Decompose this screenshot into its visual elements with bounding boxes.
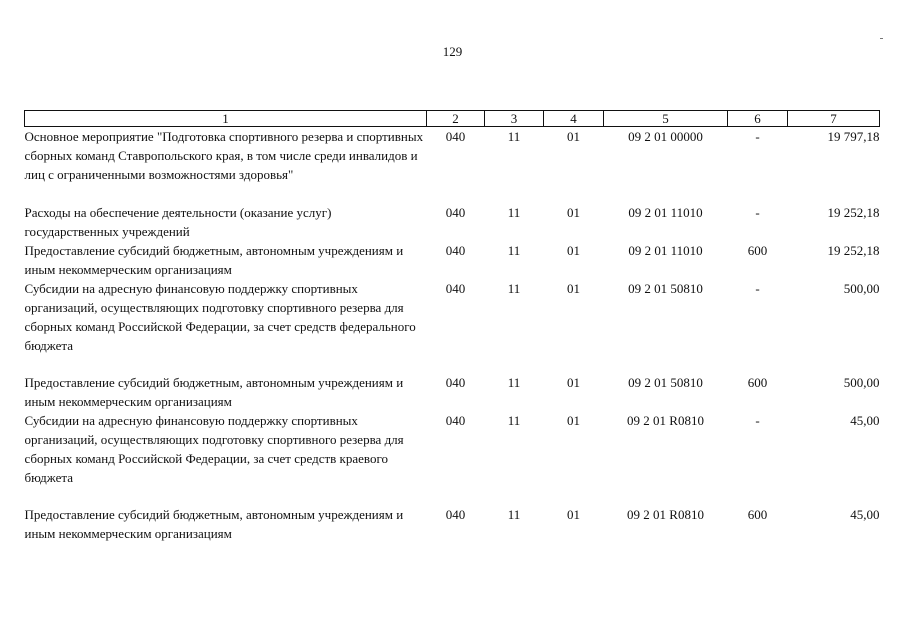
header-col-1: 1 bbox=[25, 111, 427, 127]
header-col-3: 3 bbox=[485, 111, 544, 127]
row-expense-type: - bbox=[755, 129, 760, 144]
row-amount: 19 252,18 bbox=[827, 242, 880, 258]
row-ministry-code: 040 bbox=[445, 204, 466, 220]
row-section-code: 11 bbox=[507, 412, 521, 428]
header-row bbox=[25, 111, 880, 127]
row-ministry-code: 040 bbox=[445, 412, 466, 428]
header-col-2: 2 bbox=[427, 111, 485, 127]
row-target-code: 09 2 01 11010 bbox=[628, 242, 703, 258]
row-ministry-code: 040 bbox=[445, 506, 466, 522]
row-section-code: 11 bbox=[507, 506, 521, 522]
row-expense-type: - bbox=[755, 280, 760, 296]
header-col-7: 7 bbox=[788, 111, 880, 127]
row-section-code: 11 bbox=[507, 374, 521, 390]
row-name: Предоставление субсидий бюджетным, автономным учреждениям и иным некоммерческим организациям bbox=[24, 374, 404, 409]
row-subsection-code: 01 bbox=[567, 204, 580, 220]
page-number: 129 bbox=[442, 44, 463, 59]
row-target-code: 09 2 01 50810 bbox=[628, 280, 703, 296]
row-subsection-code: 01 bbox=[567, 129, 580, 144]
row-subsection-code: 01 bbox=[567, 374, 580, 390]
row-amount: 19 797,18 bbox=[827, 129, 880, 144]
row-name: Предоставление субсидий бюджетным, автономным учреждениям и иным некоммерческим организациям bbox=[24, 242, 404, 277]
scan-artifact bbox=[880, 38, 883, 39]
row-ministry-code: 040 bbox=[445, 374, 466, 390]
table-row bbox=[25, 411, 880, 505]
row-target-code: 09 2 01 00000 bbox=[628, 129, 703, 144]
row-name: Расходы на обеспечение деятельности (оказание услуг) государственных учреждений bbox=[24, 204, 332, 239]
table-row bbox=[25, 241, 880, 279]
row-target-code: 09 2 01 R0810 bbox=[627, 506, 704, 522]
row-target-code: 09 2 01 11010 bbox=[628, 204, 703, 220]
header-col-6: 6 bbox=[728, 111, 788, 127]
row-target-code: 09 2 01 R0810 bbox=[627, 412, 704, 428]
header-col-4: 4 bbox=[544, 111, 604, 127]
row-ministry-code: 040 bbox=[445, 242, 466, 258]
row-name: Предоставление субсидий бюджетным, автономным учреждениям и иным некоммерческим организациям bbox=[24, 506, 404, 541]
table-body bbox=[25, 127, 880, 543]
row-subsection-code: 01 bbox=[567, 242, 580, 258]
table-row bbox=[25, 279, 880, 373]
row-section-code: 11 bbox=[507, 204, 521, 220]
row-expense-type: 600 bbox=[747, 242, 768, 258]
row-section-code: 11 bbox=[507, 129, 521, 144]
row-subsection-code: 01 bbox=[567, 412, 580, 428]
row-subsection-code: 01 bbox=[567, 506, 580, 522]
row-expense-type: - bbox=[755, 204, 760, 220]
budget-table bbox=[24, 110, 880, 543]
row-section-code: 11 bbox=[507, 280, 521, 296]
row-amount: 500,00 bbox=[843, 280, 880, 296]
row-name: Основное мероприятие "Подготовка спортивного резерва и спортивных сборных команд Ставропольского края, в том числе среди инвалидов и лиц с ограниченными возможностями здоровья" bbox=[24, 129, 424, 182]
header-col-5: 5 bbox=[604, 111, 728, 127]
row-amount: 19 252,18 bbox=[827, 204, 880, 220]
row-target-code: 09 2 01 50810 bbox=[628, 374, 703, 390]
row-ministry-code: 040 bbox=[445, 129, 466, 144]
row-amount: 45,00 bbox=[850, 506, 880, 522]
row-section-code: 11 bbox=[507, 242, 521, 258]
table-row bbox=[25, 203, 880, 241]
row-subsection-code: 01 bbox=[567, 280, 580, 296]
table-row bbox=[25, 127, 880, 203]
row-name: Субсидии на адресную финансовую поддержку спортивных организаций, осуществляющих подготовку спортивного резерва для сборных команд Российской Федерации, за счет средств федерального бюджета bbox=[24, 280, 416, 353]
row-name: Субсидии на адресную финансовую поддержку спортивных организаций, осуществляющих подготовку спортивного резерва для сборных команд Российской Федерации, за счет средств краевого бюджета bbox=[24, 412, 404, 485]
row-expense-type: - bbox=[755, 412, 760, 428]
table-row bbox=[25, 373, 880, 411]
table-row bbox=[25, 505, 880, 543]
table-header bbox=[25, 111, 880, 127]
row-ministry-code: 040 bbox=[445, 280, 466, 296]
row-expense-type: 600 bbox=[747, 374, 768, 390]
row-amount: 45,00 bbox=[850, 412, 880, 428]
row-amount: 500,00 bbox=[843, 374, 880, 390]
row-expense-type: 600 bbox=[747, 506, 768, 522]
